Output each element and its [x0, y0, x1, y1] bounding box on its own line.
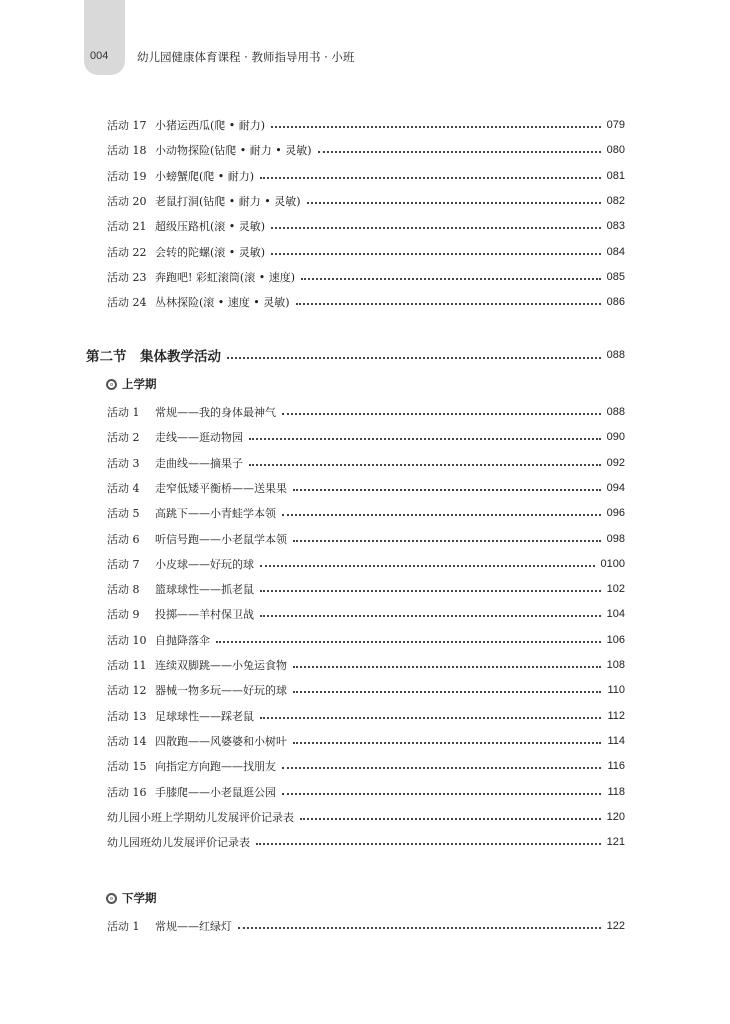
dot-leader [238, 927, 601, 929]
dot-leader [271, 126, 601, 128]
activity-number: 活动 4 [107, 481, 140, 495]
activity-number: 活动 20 [107, 194, 147, 208]
dot-leader [282, 514, 601, 516]
activity-number: 活动 22 [107, 245, 147, 259]
toc-entry[interactable] [107, 293, 625, 311]
page-reference: 112 [607, 709, 625, 722]
book-title: 幼儿园健康体育课程 · 教师指导用书 · 小班 [137, 50, 355, 64]
toc-entry-label [107, 480, 287, 496]
page-reference: 108 [606, 659, 625, 671]
term-heading-second [106, 889, 157, 907]
dot-leader [256, 843, 601, 845]
dot-leader [293, 489, 601, 491]
page-reference: 110 [607, 684, 625, 697]
dot-leader [282, 413, 601, 415]
page-reference: 090 [606, 431, 625, 444]
toc-entry[interactable] [107, 530, 625, 548]
activity-number: 活动 23 [107, 270, 147, 284]
activity-number: 活动 11 [107, 659, 147, 672]
activity-title: 听信号跑——小老鼠学本领 [155, 532, 287, 546]
toc-entry-label [107, 505, 276, 521]
dot-leader [260, 615, 601, 617]
toc-entry[interactable] [107, 783, 625, 801]
activity-number: 活动 21 [107, 220, 147, 234]
page-reference: 0100 [600, 557, 625, 570]
activity-number: 活动 1 [107, 406, 140, 419]
page-reference: 092 [606, 456, 625, 469]
activity-number: 活动 5 [107, 507, 140, 521]
page-reference: 098 [606, 532, 625, 545]
page-reference: 086 [606, 296, 625, 309]
toc-entry[interactable] [107, 681, 625, 699]
toc-entry-label [107, 531, 287, 547]
page-reference: 122 [606, 920, 625, 932]
activity-number: 活动 16 [107, 785, 147, 799]
dot-leader [293, 540, 601, 542]
ring-icon [106, 379, 117, 390]
dot-leader [307, 202, 601, 204]
activity-number: 活动 15 [107, 760, 147, 774]
toc-entry[interactable] [107, 917, 625, 935]
dot-leader [282, 767, 601, 769]
dot-leader [249, 464, 601, 466]
dot-leader [260, 590, 601, 592]
toc-entry-label [107, 294, 290, 310]
activity-number: 活动 7 [107, 557, 140, 571]
activity-title: 走曲线——摘果子 [155, 456, 243, 470]
dot-leader [271, 253, 601, 255]
toc-entry-label [107, 708, 254, 724]
term-label: 下学期 [122, 891, 157, 905]
dot-leader [216, 641, 601, 643]
dot-leader [271, 227, 601, 229]
activity-title: 器械一物多玩——好玩的球 [155, 684, 287, 698]
activity-title: 投掷——羊村保卫战 [155, 608, 254, 622]
activity-title: 向指定方向跑——找朋友 [155, 760, 276, 774]
toc-entry-label [107, 168, 254, 184]
header-tab [84, 0, 125, 75]
dot-leader [293, 666, 601, 668]
page-reference: 083 [606, 220, 625, 233]
activity-number: 活动 18 [107, 144, 147, 158]
toc-entry[interactable] [107, 707, 625, 725]
activity-number: 活动 1 [107, 920, 140, 933]
activity-title: 手膝爬——小老鼠逛公园 [155, 785, 276, 799]
toc-entry-label [107, 455, 243, 471]
toc-entry[interactable] [107, 656, 625, 674]
activity-number: 活动 2 [107, 431, 140, 445]
activity-title: 老鼠打洞(钻爬 • 耐力 • 灵敏) [155, 194, 301, 208]
toc-entry[interactable] [107, 605, 625, 623]
ring-icon [106, 893, 117, 904]
activity-number: 活动 10 [107, 633, 147, 647]
term-heading-first [106, 375, 157, 393]
toc-entry[interactable] [107, 580, 625, 598]
toc-entry-label [107, 657, 287, 673]
activity-title: 足球球性——踩老鼠 [155, 709, 254, 723]
toc-entry-label [107, 142, 312, 158]
activity-number: 活动 12 [107, 684, 147, 698]
toc-entry-label [107, 244, 265, 260]
toc-entry-label [107, 784, 276, 800]
activity-number: 活动 19 [107, 169, 147, 183]
activity-number: 活动 14 [107, 734, 147, 748]
activity-number: 活动 13 [107, 709, 147, 723]
activity-title: 幼儿园班幼儿发展评价记录表 [107, 836, 250, 850]
toc-entry[interactable] [107, 428, 625, 446]
activity-number: 活动 17 [107, 119, 147, 132]
activity-title: 会转的陀螺(滚 • 灵敏) [155, 245, 266, 259]
activity-number: 活动 3 [107, 456, 140, 470]
toc-entry-label [107, 218, 265, 234]
page-reference: 106 [606, 633, 625, 646]
activity-title: 连续双脚跳——小兔运食物 [155, 659, 287, 672]
activity-title: 超级压路机(滚 • 灵敏) [155, 220, 266, 234]
dot-leader [260, 565, 595, 567]
toc-entry-label [107, 758, 276, 774]
page-reference: 079 [606, 119, 625, 131]
dot-leader [260, 717, 601, 719]
activity-title: 四散跑——风婆婆和小树叶 [155, 734, 287, 748]
page-reference: 084 [606, 245, 625, 258]
toc-entry-label [107, 269, 295, 285]
dot-leader [227, 357, 601, 359]
toc-entry[interactable] [107, 268, 625, 286]
dot-leader [296, 303, 601, 305]
page-reference: 116 [607, 760, 625, 773]
activity-title: 篮球球性——抓老鼠 [155, 583, 254, 597]
section-page: 088 [606, 349, 625, 361]
toc-entry[interactable] [107, 732, 625, 750]
dot-leader [282, 793, 601, 795]
toc-entry[interactable] [107, 116, 625, 134]
activity-number: 活动 9 [107, 608, 140, 622]
activity-title: 小螃蟹爬(爬 • 耐力) [155, 169, 255, 183]
activity-title: 奔跑吧! 彩虹滚筒(滚 • 速度) [155, 270, 295, 284]
toc-entry[interactable] [107, 192, 625, 210]
activity-title: 高跳下——小青蛙学本领 [155, 507, 276, 521]
dot-leader [249, 438, 601, 440]
toc-entry-label [107, 682, 287, 698]
dot-leader [293, 691, 601, 693]
page-reference: 120 [606, 810, 625, 823]
toc-entry[interactable] [107, 808, 625, 826]
toc-entry[interactable] [107, 141, 625, 159]
toc-entry-label [107, 834, 250, 850]
section-heading[interactable] [86, 345, 625, 365]
toc-entry[interactable] [107, 833, 625, 851]
toc-entry[interactable] [107, 757, 625, 775]
page-reference: 114 [607, 734, 625, 747]
page-reference: 104 [606, 608, 625, 621]
toc-entry-label [107, 733, 287, 749]
activity-number: 活动 24 [107, 296, 147, 310]
activity-title: 小皮球——好玩的球 [155, 557, 254, 571]
toc-entry[interactable] [107, 454, 625, 472]
page-reference: 088 [606, 406, 625, 418]
activity-title: 常规——我的身体最神气 [155, 406, 276, 419]
page-reference: 085 [606, 270, 625, 283]
activity-number: 活动 8 [107, 583, 140, 597]
page-reference: 096 [606, 507, 625, 520]
dot-leader [300, 818, 601, 820]
activity-title: 丛林探险(滚 • 速度 • 灵敏) [155, 296, 290, 310]
toc-entry[interactable] [107, 479, 625, 497]
toc-entry-label [107, 809, 294, 825]
dot-leader [260, 177, 601, 179]
activity-title: 走线——逛动物园 [155, 431, 243, 445]
activity-number: 活动 6 [107, 532, 140, 546]
page-reference: 080 [606, 144, 625, 157]
toc-entry[interactable] [107, 217, 625, 235]
page-number: 004 [90, 50, 109, 62]
page-reference: 082 [606, 194, 625, 207]
toc-entry-label [107, 632, 210, 648]
toc-entry-label [107, 404, 276, 420]
activity-title: 小动物探险(钻爬 • 耐力 • 灵敏) [155, 144, 312, 158]
toc-entry-label [107, 606, 254, 622]
dot-leader [318, 151, 601, 153]
toc-entry[interactable] [107, 403, 625, 421]
activity-title: 幼儿园小班上学期幼儿发展评价记录表 [107, 810, 294, 824]
page-reference: 081 [606, 169, 625, 182]
activity-title: 常规——红绿灯 [155, 920, 232, 933]
toc-entry[interactable] [107, 167, 625, 185]
activity-title: 走窄低矮平衡桥——送果果 [155, 481, 287, 495]
toc-entry-label [107, 193, 301, 209]
toc-entry-label [107, 918, 232, 934]
page-reference: 121 [606, 836, 625, 849]
toc-entry-label [107, 556, 254, 572]
toc-entry[interactable] [107, 243, 625, 261]
toc-entry-label [107, 581, 254, 597]
dot-leader [301, 278, 601, 280]
dot-leader [293, 742, 601, 744]
toc-entry[interactable] [107, 504, 625, 522]
activity-title: 自抛降落伞 [155, 633, 210, 647]
page-reference: 094 [606, 481, 625, 494]
toc-entry-label [107, 429, 243, 445]
activity-title: 小猪运西瓜(爬 • 耐力) [155, 119, 266, 132]
section-title: 第二节 集体教学活动 [86, 349, 221, 365]
toc-entry[interactable] [107, 631, 625, 649]
page-reference: 102 [606, 583, 625, 596]
term-label: 上学期 [122, 377, 157, 391]
toc-entry[interactable] [107, 555, 625, 573]
toc-entry-label [107, 117, 265, 133]
page-reference: 118 [607, 785, 625, 798]
